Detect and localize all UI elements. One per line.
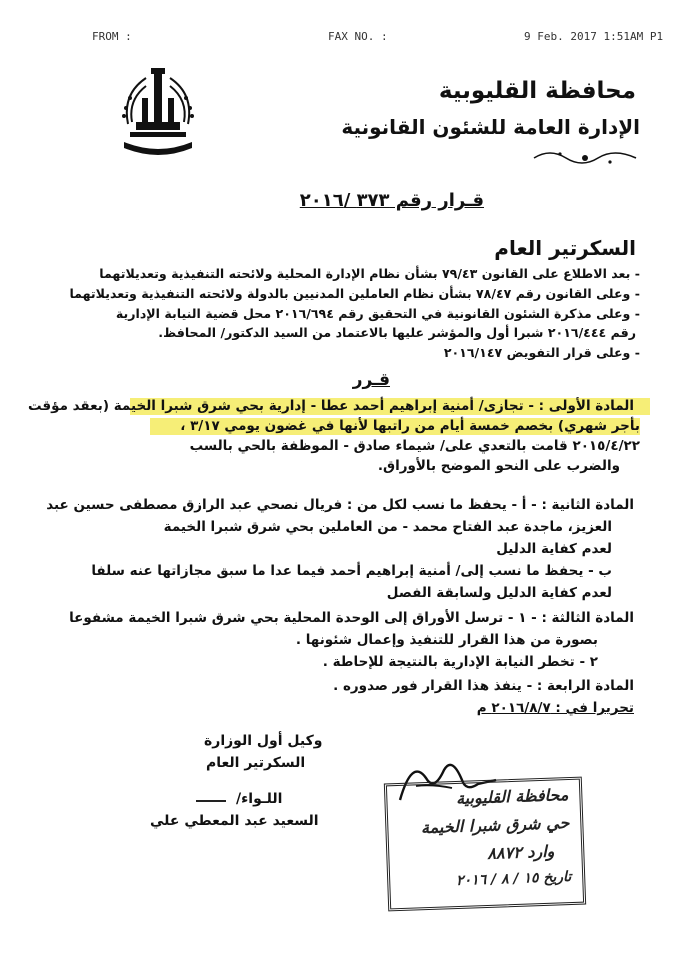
stamp-line: وارد ٨٨٧٢: [487, 841, 555, 863]
incoming-stamp: [384, 777, 586, 912]
fax-number: FAX NO. :: [328, 30, 388, 43]
preamble-line: - وعلى قرار التفويض ٢٠١٦/١٤٧: [443, 345, 640, 360]
article-first-line: المادة الأولى : - تجازى/ أمنية إبراهيم أحمد عطا - إدارية بحي شرق شبرا الخيمة (بعقد مؤقت: [27, 398, 634, 414]
decision-title-wrap: [262, 190, 484, 218]
decision-title: قـرار رقم ٣٧٣ /٢٠١٦: [299, 190, 484, 211]
signature-title-1: وكيل أول الوزارة: [204, 733, 323, 749]
signature-rank: اللـواء/: [236, 791, 283, 807]
issue-date: تحريرا في : ٢٠١٦/٨/٧ م: [476, 700, 634, 716]
signature-dash: [196, 800, 226, 802]
department-name: الإدارة العامة للشئون القانونية: [341, 115, 640, 139]
stamp-line: محافظة القليوبية: [455, 785, 569, 808]
stamp-line: تاريخ ١٥ / ٨ / ٢٠١٦: [455, 869, 572, 890]
article-third-line: بصورة من هذا القرار للتنفيذ وإعمال شئونها .: [295, 632, 598, 648]
fax-header: [0, 30, 698, 46]
signature-title-2: السكرتير العام: [206, 755, 306, 771]
article-first-line: بأجر شهري) بخصم خمسة أيام من راتبها لأنها في غضون يومي ٣/١٧ ،: [180, 418, 640, 434]
governorate-name: محافظة القليوبية: [438, 78, 636, 104]
article-fourth: المادة الرابعة : - ينفذ هذا القرار فور صدوره .: [333, 678, 634, 694]
preamble-line: - بعد الاطلاع على القانون ٧٩/٤٣ بشأن نظام الإدارة المحلية ولائحته التنفيذية وتعديلاتهما: [99, 266, 640, 281]
fax-date-time: 9 Feb. 2017 1:51AM P1: [524, 30, 664, 43]
article-second-line: لعدم كفاية الدليل: [496, 541, 612, 557]
article-first-line: والضرب على النحو الموضح بالأوراق.: [377, 458, 620, 474]
article-first-line: ٢٠١٥/٤/٢٢ قامت بالتعدي على/ شيماء صادق - الموظفة بالحي بالسب: [189, 438, 640, 454]
decides-heading: قـرر: [352, 370, 390, 390]
article-third-line: ٢ - تخطر النيابة الإدارية بالنتيجة للإحاطة .: [322, 654, 598, 670]
article-third-line: المادة الثالثة : - ١ - ترسل الأوراق إلى الوحدة المحلية بحي شرق شبرا الخيمة مشفوعا: [69, 610, 634, 626]
signature-name: السعيد عبد المعطي علي: [150, 813, 319, 829]
stamp-line: حي شرق شبرا الخيمة: [420, 813, 570, 838]
article-second-line: ب - يحفظ ما نسب إلى/ أمنية إبراهيم أحمد فيما عدا ما سبق مجازاتها عنه سلفا: [91, 563, 612, 579]
article-second-line: المادة الثانية : - أ - يحفظ ما نسب لكل من : فريال نصحي عبد الرازق مصطفى حسين عبد: [46, 497, 634, 513]
fax-from: FROM :: [92, 30, 132, 43]
issuer-title: السكرتير العام: [494, 236, 636, 260]
article-second-line: لعدم كفاية الدليل ولسابقة الفصل: [386, 585, 612, 601]
preamble-line: - وعلى مذكرة الشئون القانونية في التحقيق رقم ٢٠١٦/٦٩٤ محل قضية النيابة الإدارية: [115, 306, 640, 321]
preamble-line: رقم ٢٠١٦/٤٤٤ شبرا أول والمؤشر عليها بالاعتماد من السيد الدكتور/ المحافظ.: [158, 325, 636, 340]
preamble-line: - وعلى القانون رقم ٧٨/٤٧ بشأن نظام العاملين المدنيين بالدولة ولائحته التنفيذية وتعديلاتهما: [69, 286, 640, 301]
ornament-divider-icon: [530, 146, 640, 170]
article-second-line: العزيز، ماجدة عبد الفتاح محمد - من العاملين بحي شرق شبرا الخيمة: [163, 519, 612, 535]
governorate-emblem-icon: [116, 64, 200, 158]
